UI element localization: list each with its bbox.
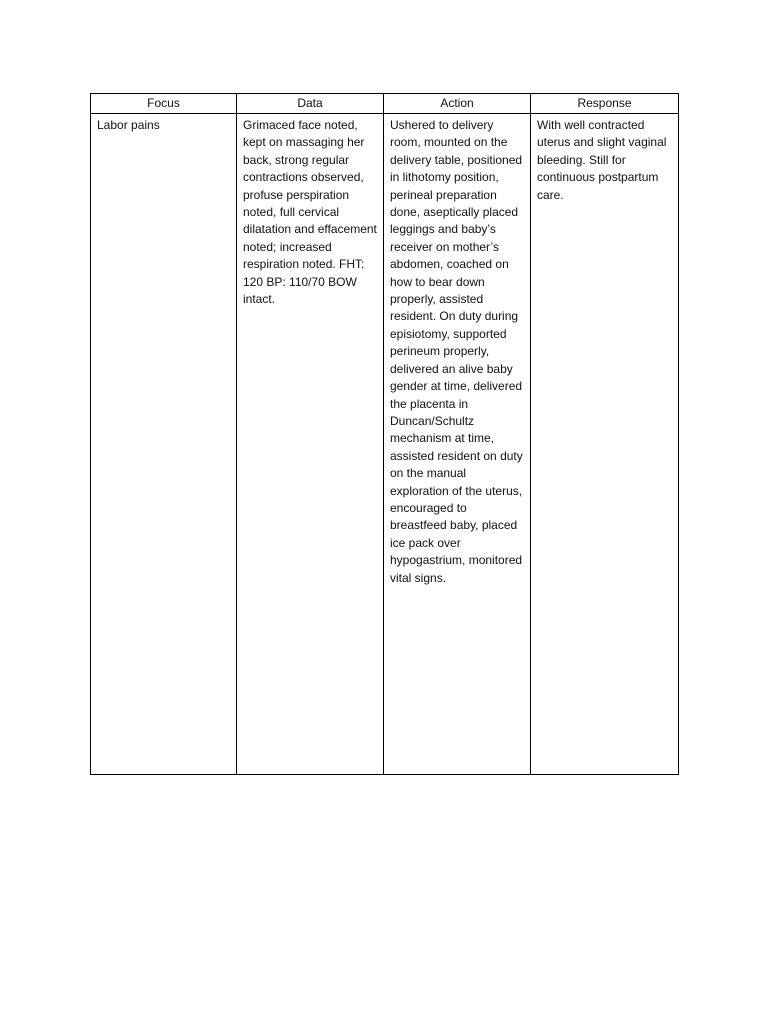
fdar-table <box>90 93 679 775</box>
cell-response: With well contracted uterus and slight vaginal bleeding. Still for continuous postpartum care. <box>531 114 679 775</box>
header-action: Action <box>384 94 531 114</box>
cell-action: Ushered to delivery room, mounted on the delivery table, positioned in lithotomy position, perineal preparation done, aseptically placed leggings and baby’s receiver on mother’s abdomen, coached on how to bear down properly, assisted resident. On duty during episiotomy, supported perineum properly, delivered an alive baby gender at time, delivered the placenta in Duncan/Schultz mechanism at time, assisted resident on duty on the manual exploration of the uterus, encouraged to breastfeed baby, placed ice pack over hypogastrium, monitored vital signs. <box>384 114 531 775</box>
table-header <box>91 94 679 114</box>
table-row <box>91 114 679 775</box>
header-data: Data <box>237 94 384 114</box>
header-row <box>91 94 679 114</box>
table-body <box>91 114 679 775</box>
cell-data: Grimaced face noted, kept on massaging her back, strong regular contractions observed, profuse perspiration noted, full cervical dilatation and effacement noted; increased respiration noted. FHT: 120 BP: 110/70 BOW intact. <box>237 114 384 775</box>
cell-focus: Labor pains <box>91 114 237 775</box>
header-focus: Focus <box>91 94 237 114</box>
header-response: Response <box>531 94 679 114</box>
